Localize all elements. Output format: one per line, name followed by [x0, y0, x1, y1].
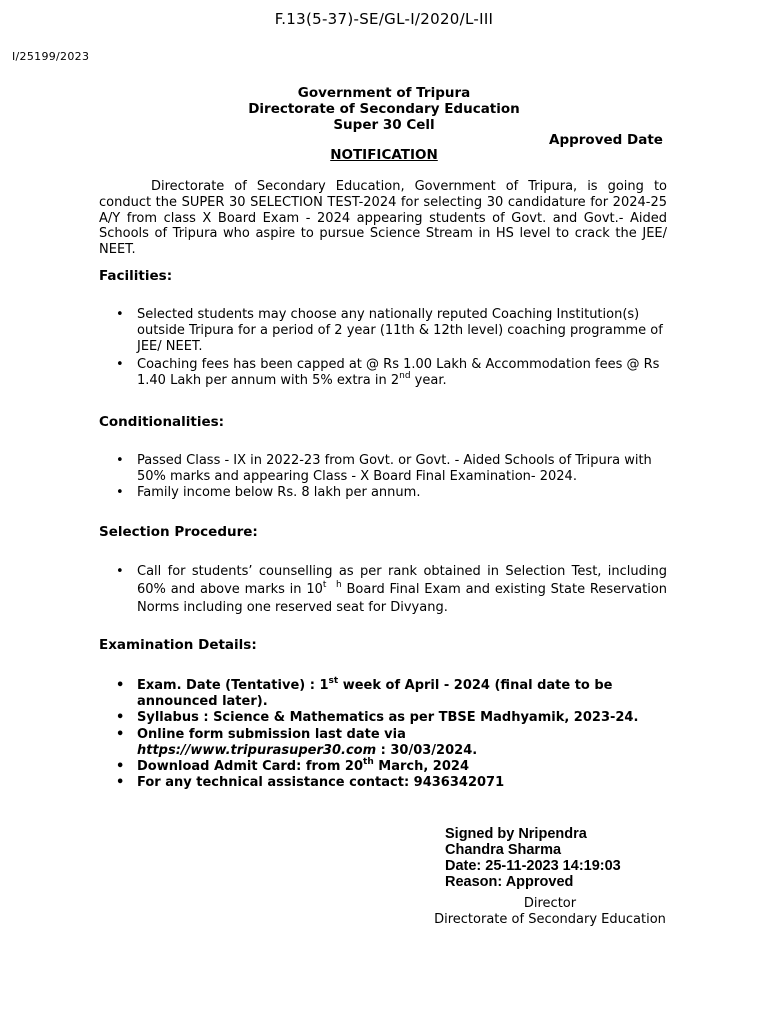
org-name: Government of Tripura: [297, 85, 471, 101]
cell-name: Super 30 Cell: [333, 117, 435, 133]
list-item: • For any technical assistance contact: 9436342071: [137, 775, 667, 791]
signature-line: Chandra Sharma: [445, 842, 562, 858]
conditionalities-heading: Conditionalities:: [99, 414, 225, 430]
list-item: • Syllabus : Science & Mathematics as per TBSE Madhyamik, 2023-24.: [137, 710, 667, 726]
list-item: • Online form submission last date via https://www.tripurasuper30.com : 30/03/2024.: [137, 727, 667, 759]
signature-date: Date: 25-11-2023 14:19:03: [445, 858, 621, 874]
department-name: Directorate of Secondary Education: [248, 101, 520, 117]
facilities-heading: Facilities:: [99, 268, 173, 284]
list-item: • Call for students’ counselling as per rank obtained in Selection Test, including 60% and above marks in 10$^t$ $^h$ Board Final Exam and existing State Reservation Norms including one reserved seat for Divyang.: [137, 563, 667, 617]
exam-heading: Examination Details:: [99, 637, 257, 653]
signer-designation: Director: [523, 896, 577, 911]
exam-list: [99, 678, 667, 791]
signature-reason: Reason: Approved: [445, 874, 574, 890]
selection-heading: Selection Procedure:: [99, 524, 258, 540]
signer-block: [428, 896, 672, 927]
intro-paragraph: Directorate of Secondary Education, Government of Tripura, is going to conduct the SUPER 30 SELECTION TEST-2024 for selecting 30 candidature for 2024-25 A/Y from class X Board Exam - 2024 appearing students of Govt. and Govt.- Aided Schools of Tripura who aspire to pursue Science Stream in HS level to crack the JEE/ NEET.: [99, 179, 667, 258]
list-item: • Selected students may choose any nationally reputed Coaching Institution(s) outside Tripura for a period of 2 year (11th & 12th level) coaching programme of JEE/ NEET.: [137, 307, 667, 354]
approved-date-label: Approved Date: [549, 132, 663, 148]
selection-list: [99, 563, 667, 617]
list-item: • Download Admit Card: from 20th March, 2024: [137, 759, 667, 775]
signer-office: Directorate of Secondary Education: [434, 911, 666, 927]
list-item: • Family income below Rs. 8 lakh per annum.: [137, 485, 667, 501]
notification-title: NOTIFICATION: [330, 147, 438, 163]
signature-line: Signed by Nripendra: [445, 826, 587, 842]
conditionalities-list: [99, 453, 667, 500]
list-item: • Coaching fees has been capped at @ Rs 1.00 Lakh & Accommodation fees @ Rs 1.40 Lakh per annum with 5% extra in 2nd year.: [137, 357, 667, 389]
reference-number: I/25199/2023: [12, 50, 90, 63]
facilities-list: [99, 307, 667, 389]
list-item: • Exam. Date (Tentative) : 1st week of April - 2024 (final date to be announced later).: [137, 678, 667, 710]
file-number: F.13(5-37)-SE/GL-I/2020/L-III: [274, 10, 494, 28]
digital-signature: [445, 826, 621, 890]
list-item: • Passed Class - IX in 2022-23 from Govt. or Govt. - Aided Schools of Tripura with 50% marks and appearing Class - X Board Final Examination- 2024.: [137, 453, 667, 485]
website-link[interactable]: https://www.tripurasuper30.com: [137, 742, 377, 758]
